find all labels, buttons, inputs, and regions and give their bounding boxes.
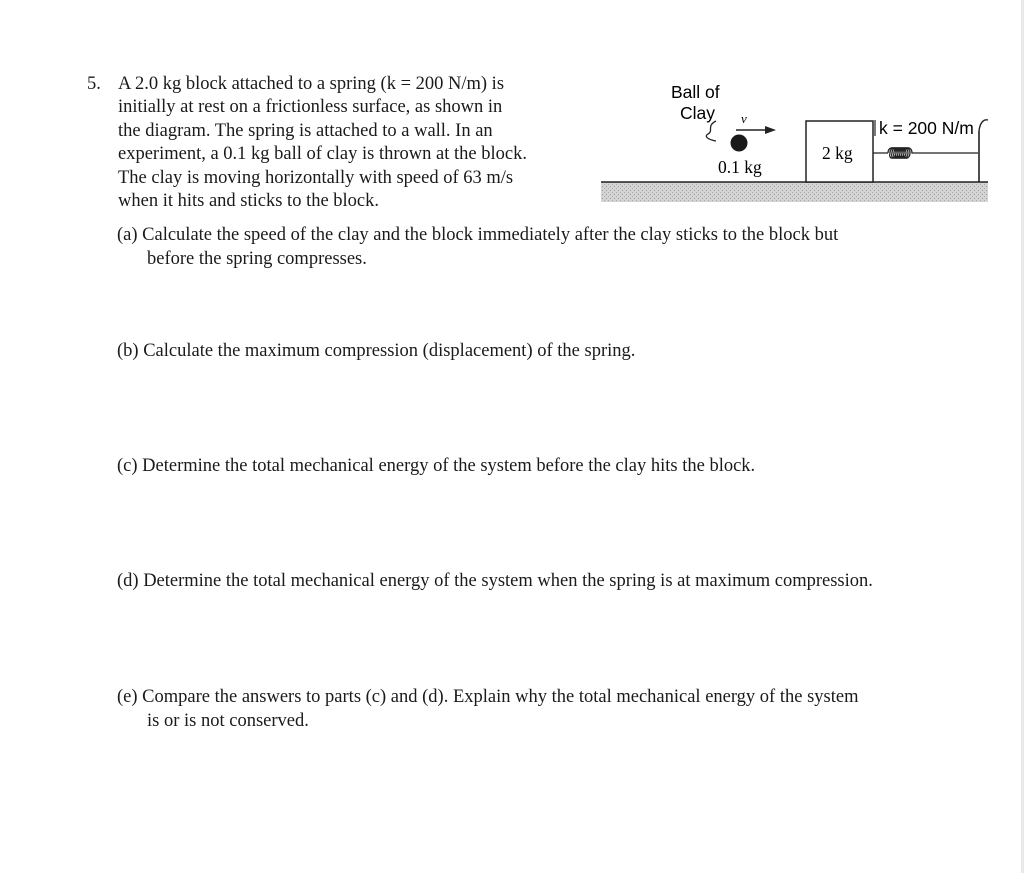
part-a (117, 224, 838, 271)
part-d-line-1: (d) Determine the total mechanical energy of the system when the spring is at maximum compression. (117, 571, 873, 591)
frictionless-surface (601, 182, 988, 202)
part-e-line-2: is or is not conserved. (147, 710, 309, 731)
ball-label-line1: Ball of (671, 82, 720, 102)
block-mass-label: 2 kg (822, 143, 853, 163)
stem-line-6: when it hits and sticks to the block. (118, 191, 380, 212)
stem-line-2: initially at rest on a frictionless surface, as shown in (118, 97, 503, 118)
question-stem (118, 73, 593, 213)
part-e (117, 686, 858, 733)
diagram-svg (598, 78, 990, 206)
collision-diagram (598, 78, 990, 206)
stem-line-5: The clay is moving horizontally with speed of 63 m/s (118, 167, 514, 188)
part-b (117, 340, 635, 364)
part-d (117, 570, 873, 594)
part-b-line-1: (b) Calculate the maximum compression (displacement) of the spring. (117, 341, 636, 361)
ball-label-line2: Clay (680, 103, 716, 123)
spring (873, 148, 978, 159)
clay-ball (731, 135, 748, 152)
ball-mass-label: 0.1 kg (718, 157, 762, 177)
question-number: 5. (87, 74, 101, 94)
part-a-line-2: before the spring compresses. (147, 248, 367, 269)
part-e-line-1: (e) Compare the answers to parts (c) and (d). Explain why the total mechanical energy of the system (117, 687, 859, 707)
stem-line-4: experiment, a 0.1 kg ball of clay is thrown at the block. (118, 144, 527, 165)
part-a-line-1: (a) Calculate the speed of the clay and the block immediately after the clay sticks to the block but (117, 225, 839, 245)
velocity-label: v (741, 111, 747, 126)
stem-line-3: the diagram. The spring is attached to a wall. In an (118, 120, 493, 141)
part-c-line-1: (c) Determine the total mechanical energy of the system before the clay hits the block. (117, 456, 756, 476)
label-pointer (706, 121, 716, 141)
part-c (117, 455, 755, 479)
spring-label: k = 200 N/m (879, 118, 974, 138)
stem-line-1: A 2.0 kg block attached to a spring (k = 200 N/m) is (118, 74, 505, 94)
